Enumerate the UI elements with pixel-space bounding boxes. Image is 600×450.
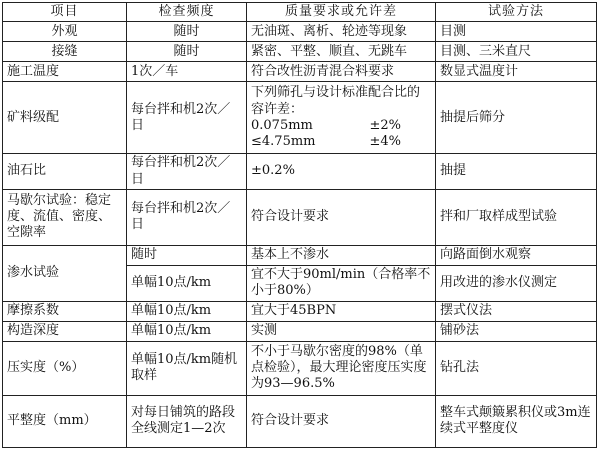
sieve-line bbox=[251, 134, 401, 150]
frequency-cell: 随时 bbox=[127, 42, 247, 62]
item-cell: 构造深度 bbox=[3, 321, 127, 341]
table-row bbox=[3, 341, 597, 395]
item-cell: 马歇尔试验：稳定度、流值、密度、空隙率 bbox=[3, 189, 127, 245]
requirement-cell: 紧密、平整、顺直、无跳车 bbox=[247, 42, 436, 62]
frequency-cell: 随时 bbox=[127, 22, 247, 42]
requirement-cell: 无油斑、离析、轮迹等现象 bbox=[247, 22, 436, 42]
frequency-cell: 单幅10点/km bbox=[127, 321, 247, 341]
frequency-cell: 每台拌和机2次／日 bbox=[127, 189, 247, 245]
requirement-cell: 实测 bbox=[247, 321, 436, 341]
sieve-intro: 下列筛孔与设计标准配合比的容许差： bbox=[251, 85, 421, 117]
item-cell: 平整度（mm） bbox=[3, 395, 127, 447]
sieve-tolerance: ±4% bbox=[369, 134, 401, 149]
item-cell: 施工温度 bbox=[3, 62, 127, 82]
item-cell: 矿料级配 bbox=[3, 82, 127, 154]
sieve-size: ≤4.75mm bbox=[251, 134, 316, 149]
requirement-cell bbox=[247, 82, 436, 154]
sieve-size: 0.075mm bbox=[251, 117, 313, 133]
table-row bbox=[3, 154, 597, 190]
method-cell: 向路面倒水观察 bbox=[436, 245, 597, 265]
method-cell: 目测 bbox=[436, 22, 597, 42]
table-row bbox=[3, 62, 597, 82]
table-row bbox=[3, 42, 597, 62]
method-cell: 钻孔法 bbox=[436, 341, 597, 395]
item-cell: 油石比 bbox=[3, 154, 127, 190]
requirement-cell: 不小于马歇尔密度的98%（单点检验），最大理论密度压实度为93—96.5% bbox=[247, 341, 436, 395]
method-cell: 摆式仪法 bbox=[436, 301, 597, 321]
method-cell: 整车式颠簸累积仪或3m连续式平整度仪 bbox=[436, 395, 597, 447]
item-cell: 压实度（%） bbox=[3, 341, 127, 395]
frequency-cell: 每台拌和机2次／日 bbox=[127, 82, 247, 154]
requirement-cell: 宜大于45BPN bbox=[247, 301, 436, 321]
frequency-cell: 1次／车 bbox=[127, 62, 247, 82]
frequency-cell: 对每日铺筑的路段全线测定1—2次 bbox=[127, 395, 247, 447]
frequency-cell: 单幅10点/km bbox=[127, 265, 247, 301]
method-cell: 抽提 bbox=[436, 154, 597, 190]
table-row bbox=[3, 82, 597, 154]
method-cell: 目测、三米直尺 bbox=[436, 42, 597, 62]
quality-inspection-table bbox=[2, 2, 597, 448]
requirement-cell: 宜不大于90ml/min（合格率不小于80%） bbox=[247, 265, 436, 301]
method-cell: 拌和厂取样成型试验 bbox=[436, 189, 597, 245]
item-cell: 摩擦系数 bbox=[3, 301, 127, 321]
table-row bbox=[3, 395, 597, 447]
header-requirement: 质量要求或允许差 bbox=[247, 3, 436, 22]
item-cell: 渗水试验 bbox=[3, 245, 127, 301]
frequency-cell: 单幅10点/km随机取样 bbox=[127, 341, 247, 395]
method-cell: 铺砂法 bbox=[436, 321, 597, 341]
table-row bbox=[3, 301, 597, 321]
header-method: 试验方法 bbox=[436, 3, 597, 22]
requirement-cell: ±0.2% bbox=[247, 154, 436, 190]
frequency-cell: 单幅10点/km bbox=[127, 301, 247, 321]
table-row bbox=[3, 189, 597, 245]
frequency-cell: 每台拌和机2次／日 bbox=[127, 154, 247, 190]
requirement-cell: 符合改性沥青混合料要求 bbox=[247, 62, 436, 82]
header-frequency: 检查频度 bbox=[127, 3, 247, 22]
table-row bbox=[3, 245, 597, 265]
method-cell: 抽提后筛分 bbox=[436, 82, 597, 154]
header-item: 项目 bbox=[3, 3, 127, 22]
frequency-cell: 随时 bbox=[127, 245, 247, 265]
requirement-cell: 基本上不渗水 bbox=[247, 245, 436, 265]
item-cell: 外观 bbox=[3, 22, 127, 42]
method-cell: 数显式温度计 bbox=[436, 62, 597, 82]
method-cell: 用改进的渗水仪测定 bbox=[436, 265, 597, 301]
sieve-tolerance: ±2% bbox=[369, 117, 401, 133]
table-row bbox=[3, 321, 597, 341]
table-row bbox=[3, 22, 597, 42]
sieve-line bbox=[251, 118, 401, 134]
requirement-cell: 符合设计要求 bbox=[247, 395, 436, 447]
table-header-row bbox=[3, 3, 597, 22]
requirement-cell: 符合设计要求 bbox=[247, 189, 436, 245]
item-cell: 接缝 bbox=[3, 42, 127, 62]
